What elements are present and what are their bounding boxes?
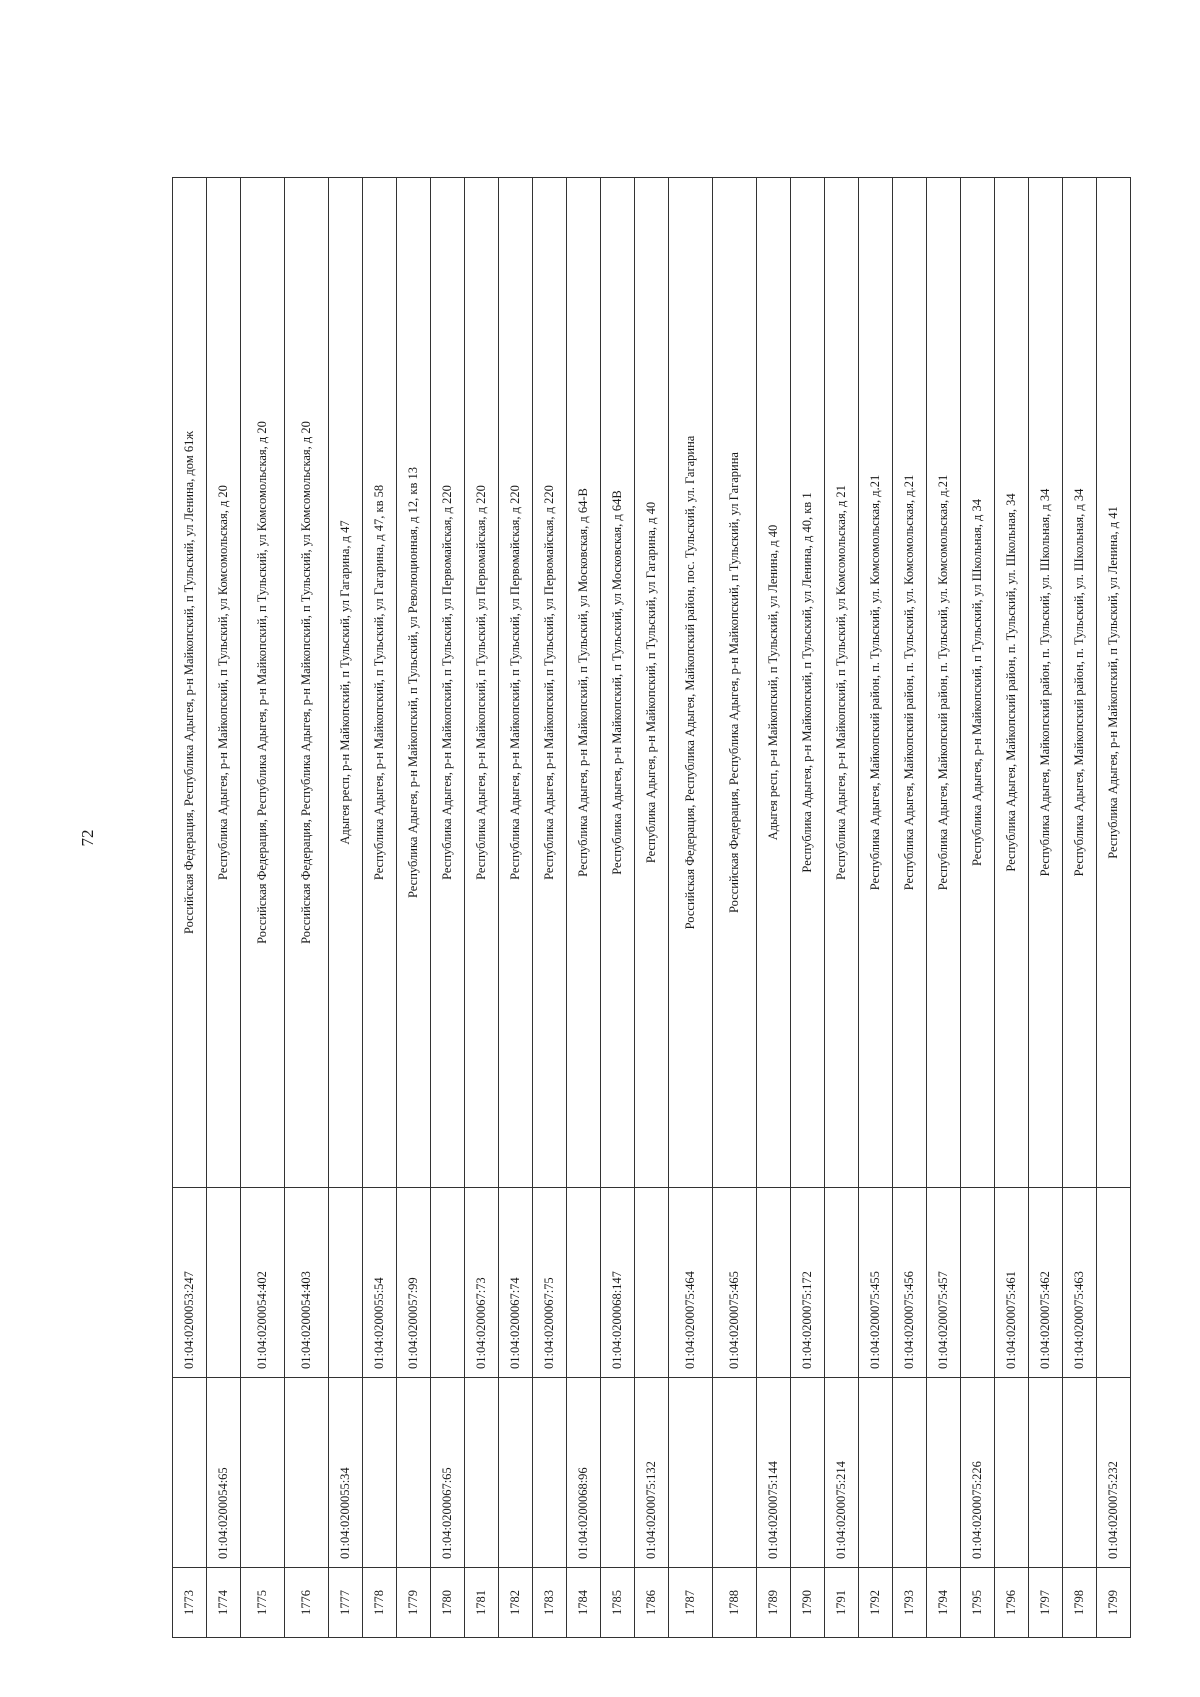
table-row	[961, 178, 995, 1638]
row-number-cell: 1789	[757, 1568, 791, 1638]
row-number-cell: 1775	[241, 1568, 285, 1638]
row-number-cell: 1793	[893, 1568, 927, 1638]
address-cell: Республика Адыгея, р-н Майкопский, п Тульский, ул Ленина, д 40, кв 1	[791, 178, 825, 1188]
land-cadastral-number-cell	[995, 1378, 1029, 1568]
address-cell: Республика Адыгея, р-н Майкопский, п Тульский, ул Комсомольская, д 21	[825, 178, 859, 1188]
address-cell: Республика Адыгея, р-н Майкопский, п Тульский, ул Первомайская, д 220	[431, 178, 465, 1188]
address-cell: Республика Адыгея, р-н Майкопский, п Тульский, ул Московская, д 64В	[601, 178, 635, 1188]
table-row	[1063, 178, 1097, 1638]
address-cell: Республика Адыгея, Майкопский район, п. Тульский, ул. Школьная, д 34	[1063, 178, 1097, 1188]
row-number-cell: 1790	[791, 1568, 825, 1638]
land-cadastral-number-cell: 01:04:0200055:34	[329, 1378, 363, 1568]
building-cadastral-number-cell: 01:04:0200067:75	[533, 1188, 567, 1378]
table-row	[995, 178, 1029, 1638]
row-number-cell: 1799	[1097, 1568, 1131, 1638]
building-cadastral-number-cell: 01:04:0200055:54	[363, 1188, 397, 1378]
land-cadastral-number-cell	[893, 1378, 927, 1568]
row-number-cell: 1776	[285, 1568, 329, 1638]
address-cell: Республика Адыгея, Майкопский район, п. Тульский, ул. Комсомольская, д.21	[927, 178, 961, 1188]
row-number-cell: 1797	[1029, 1568, 1063, 1638]
building-cadastral-number-cell	[1097, 1188, 1131, 1378]
address-cell: Республика Адыгея, Майкопский район, п. Тульский, ул. Школьная, д 34	[1029, 178, 1063, 1188]
row-number-cell: 1792	[859, 1568, 893, 1638]
page-number: 72	[78, 829, 97, 847]
land-cadastral-number-cell: 01:04:0200075:226	[961, 1378, 995, 1568]
building-cadastral-number-cell	[567, 1188, 601, 1378]
row-number-cell: 1795	[961, 1568, 995, 1638]
land-cadastral-number-cell: 01:04:0200054:65	[207, 1378, 241, 1568]
land-cadastral-number-cell	[927, 1378, 961, 1568]
row-number-cell: 1796	[995, 1568, 1029, 1638]
land-cadastral-number-cell	[669, 1378, 713, 1568]
building-cadastral-number-cell	[207, 1188, 241, 1378]
row-number-cell: 1798	[1063, 1568, 1097, 1638]
building-cadastral-number-cell: 01:04:0200067:73	[465, 1188, 499, 1378]
table-row	[241, 178, 285, 1638]
address-cell: Российская Федерация, Республика Адыгея, р-н Майкопский, п Тульский, ул Ленина, дом 61ж	[173, 178, 207, 1188]
table-row	[1029, 178, 1063, 1638]
row-number-cell: 1779	[397, 1568, 431, 1638]
address-cell: Республика Адыгея, Майкопский район, п. Тульский, ул. Комсомольская, д.21	[859, 178, 893, 1188]
table-row	[1097, 178, 1131, 1638]
address-cell: Российская Федерация, Республика Адыгея, р-н Майкопский, п Тульский, ул Комсомольская, д 20	[285, 178, 329, 1188]
table-row	[431, 178, 465, 1638]
table-row	[499, 178, 533, 1638]
building-cadastral-number-cell	[961, 1188, 995, 1378]
building-cadastral-number-cell: 01:04:0200075:462	[1029, 1188, 1063, 1378]
address-cell: Республика Адыгея, р-н Майкопский, п Тульский, ул Первомайская, д 220	[533, 178, 567, 1188]
building-cadastral-number-cell: 01:04:0200075:464	[669, 1188, 713, 1378]
land-cadastral-number-cell: 01:04:0200075:144	[757, 1378, 791, 1568]
land-cadastral-number-cell	[1063, 1378, 1097, 1568]
registry-table-body	[173, 178, 1131, 1638]
land-cadastral-number-cell	[791, 1378, 825, 1568]
table-row	[635, 178, 669, 1638]
land-cadastral-number-cell: 01:04:0200075:232	[1097, 1378, 1131, 1568]
row-number-cell: 1777	[329, 1568, 363, 1638]
building-cadastral-number-cell: 01:04:0200068:147	[601, 1188, 635, 1378]
building-cadastral-number-cell	[431, 1188, 465, 1378]
table-row	[465, 178, 499, 1638]
building-cadastral-number-cell	[757, 1188, 791, 1378]
land-cadastral-number-cell	[241, 1378, 285, 1568]
address-cell: Республика Адыгея, р-н Майкопский, п Тульский, ул Московская, д 64-В	[567, 178, 601, 1188]
building-cadastral-number-cell: 01:04:0200075:465	[713, 1188, 757, 1378]
table-row	[791, 178, 825, 1638]
building-cadastral-number-cell: 01:04:0200067:74	[499, 1188, 533, 1378]
address-cell: Республика Адыгея, р-н Майкопский, п Тульский, ул Ленина, д 41	[1097, 178, 1131, 1188]
building-cadastral-number-cell	[635, 1188, 669, 1378]
land-cadastral-number-cell: 01:04:0200075:214	[825, 1378, 859, 1568]
land-cadastral-number-cell	[397, 1378, 431, 1568]
land-cadastral-number-cell	[285, 1378, 329, 1568]
address-cell: Республика Адыгея, р-н Майкопский, п Тульский, ул Гагарина, д 47, кв 58	[363, 178, 397, 1188]
row-number-cell: 1784	[567, 1568, 601, 1638]
building-cadastral-number-cell: 01:04:0200075:456	[893, 1188, 927, 1378]
address-cell: Республика Адыгея, Майкопский район, п. Тульский, ул. Комсомольская, д.21	[893, 178, 927, 1188]
address-cell: Республика Адыгея, р-н Майкопский, п Тульский, ул Первомайская, д 220	[499, 178, 533, 1188]
land-cadastral-number-cell	[1029, 1378, 1063, 1568]
table-row	[713, 178, 757, 1638]
land-cadastral-number-cell: 01:04:0200067:65	[431, 1378, 465, 1568]
table-row	[533, 178, 567, 1638]
address-cell: Республика Адыгея, р-н Майкопский, п Тульский, ул Революционная, д 12, кв 13	[397, 178, 431, 1188]
land-cadastral-number-cell	[859, 1378, 893, 1568]
address-cell: Российская Федерация, Республика Адыгея, Майкопский район, пос. Тульский, ул. Гагарина	[669, 178, 713, 1188]
land-cadastral-number-cell	[173, 1378, 207, 1568]
table-row	[285, 178, 329, 1638]
building-cadastral-number-cell: 01:04:0200054:403	[285, 1188, 329, 1378]
building-cadastral-number-cell: 01:04:0200053:247	[173, 1188, 207, 1378]
table-row	[397, 178, 431, 1638]
table-row	[173, 178, 207, 1638]
building-cadastral-number-cell	[825, 1188, 859, 1378]
row-number-cell: 1791	[825, 1568, 859, 1638]
row-number-cell: 1781	[465, 1568, 499, 1638]
land-cadastral-number-cell: 01:04:0200068:96	[567, 1378, 601, 1568]
building-cadastral-number-cell: 01:04:0200057:99	[397, 1188, 431, 1378]
row-number-cell: 1788	[713, 1568, 757, 1638]
land-cadastral-number-cell	[601, 1378, 635, 1568]
land-cadastral-number-cell	[363, 1378, 397, 1568]
address-cell: Российская Федерация, Республика Адыгея, р-н Майкопский, п Тульский, ул Комсомольская, д 20	[241, 178, 285, 1188]
row-number-cell: 1785	[601, 1568, 635, 1638]
table-row	[669, 178, 713, 1638]
building-cadastral-number-cell: 01:04:0200075:463	[1063, 1188, 1097, 1378]
land-cadastral-number-cell	[533, 1378, 567, 1568]
row-number-cell: 1787	[669, 1568, 713, 1638]
row-number-cell: 1778	[363, 1568, 397, 1638]
table-row	[363, 178, 397, 1638]
table-row	[859, 178, 893, 1638]
row-number-cell: 1780	[431, 1568, 465, 1638]
row-number-cell: 1782	[499, 1568, 533, 1638]
building-cadastral-number-cell: 01:04:0200054:402	[241, 1188, 285, 1378]
land-cadastral-number-cell	[499, 1378, 533, 1568]
row-number-cell: 1774	[207, 1568, 241, 1638]
building-cadastral-number-cell: 01:04:0200075:455	[859, 1188, 893, 1378]
table-row	[601, 178, 635, 1638]
land-cadastral-number-cell	[713, 1378, 757, 1568]
address-cell: Республика Адыгея, Майкопский район, п. Тульский, ул. Школьная, 34	[995, 178, 1029, 1188]
address-cell: Российская Федерация, Республика Адыгея, р-н Майкопский, п Тульский, ул Гагарина	[713, 178, 757, 1188]
building-cadastral-number-cell: 01:04:0200075:457	[927, 1188, 961, 1378]
table-row	[567, 178, 601, 1638]
building-cadastral-number-cell: 01:04:0200075:172	[791, 1188, 825, 1378]
row-number-cell: 1794	[927, 1568, 961, 1638]
land-cadastral-number-cell: 01:04:0200075:132	[635, 1378, 669, 1568]
address-cell: Адыгея респ, р-н Майкопский, п Тульский, ул Ленина, д 40	[757, 178, 791, 1188]
building-cadastral-number-cell	[329, 1188, 363, 1378]
address-cell: Республика Адыгея, р-н Майкопский, п Тульский, ул Гагарина, д 40	[635, 178, 669, 1188]
registry-table-container	[172, 178, 1120, 1638]
building-cadastral-number-cell: 01:04:0200075:461	[995, 1188, 1029, 1378]
table-row	[757, 178, 791, 1638]
table-row	[927, 178, 961, 1638]
registry-table	[172, 177, 1131, 1638]
address-cell: Республика Адыгея, р-н Майкопский, п Тульский, ул Первомайская, д 220	[465, 178, 499, 1188]
row-number-cell: 1786	[635, 1568, 669, 1638]
table-row	[825, 178, 859, 1638]
table-row	[207, 178, 241, 1638]
address-cell: Адыгея респ, р-н Майкопский, п Тульский, ул Гагарина, д 47	[329, 178, 363, 1188]
row-number-cell: 1773	[173, 1568, 207, 1638]
land-cadastral-number-cell	[465, 1378, 499, 1568]
address-cell: Республика Адыгея, р-н Майкопский, п Тульский, ул Школьная, д 34	[961, 178, 995, 1188]
table-row	[329, 178, 363, 1638]
table-row	[893, 178, 927, 1638]
address-cell: Республика Адыгея, р-н Майкопский, п Тульский, ул Комсомольская, д 20	[207, 178, 241, 1188]
row-number-cell: 1783	[533, 1568, 567, 1638]
